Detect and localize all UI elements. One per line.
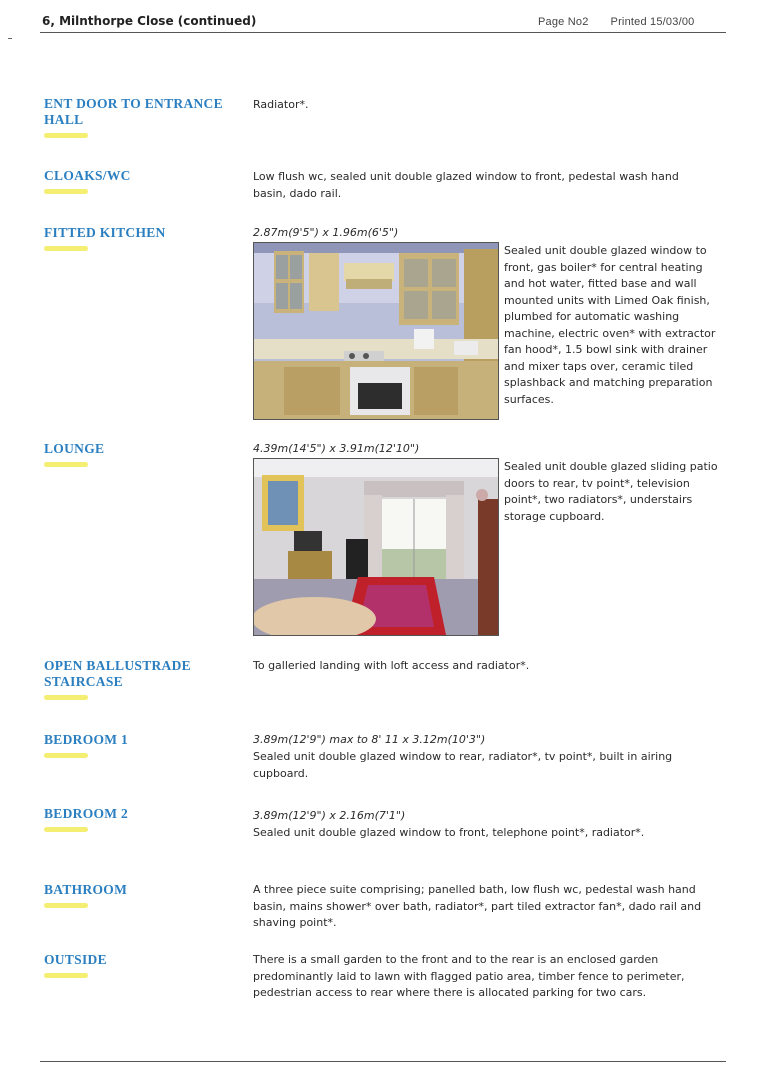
heading-lounge: LOUNGE: [44, 441, 244, 467]
text-entrance-hall: Radiator*.: [253, 98, 309, 111]
header-rule: [40, 32, 726, 33]
printed-date: Printed 15/03/00: [610, 16, 695, 28]
dims-kitchen: 2.87m(9'5") x 1.96m(6'5"): [253, 226, 399, 239]
dims-bedroom-1: 3.89m(12'9") max to 8' 11 x 3.12m(10'3"): [253, 733, 486, 746]
heading-staircase: OPEN BALLUSTRADE STAIRCASE: [44, 658, 244, 700]
page-number: Page No2: [538, 16, 589, 28]
text-bedroom-2: Sealed unit double glazed window to front, telephone point*, radiator*.: [253, 826, 645, 839]
text-cloaks: Low flush wc, sealed unit double glazed window to front, pedestal wash hand basin, dado rail.: [253, 170, 679, 200]
page-header-title: 6, Milnthorpe Close (continued): [42, 14, 257, 28]
heading-bedroom-2: BEDROOM 2: [44, 806, 244, 832]
dims-bedroom-2: 3.89m(12'9") x 2.16m(7'1"): [253, 809, 406, 822]
heading-kitchen: FITTED KITCHEN: [44, 225, 244, 251]
margin-mark: [8, 38, 12, 39]
footer-rule: [40, 1061, 726, 1062]
lounge-photo-image: [254, 459, 498, 635]
text-bathroom: A three piece suite comprising; panelled bath, low flush wc, pedestal wash hand basin, mains shower* over bath, radiator*, part tiled extractor fan*, dado rail and shaving point*.: [253, 883, 702, 929]
text-bedroom-1: Sealed unit double glazed window to rear, radiator*, tv point*, built in airing cupboard.: [253, 750, 673, 780]
kitchen-photo: [253, 242, 499, 420]
page-header-meta: [538, 16, 716, 28]
text-lounge: Sealed unit double glazed sliding patio doors to rear, tv point*, television point*, two radiators*, understairs storage cupboard.: [504, 460, 718, 523]
kitchen-photo-image: [254, 243, 498, 419]
heading-outside: OUTSIDE: [44, 952, 244, 978]
lounge-photo: [253, 458, 499, 636]
heading-cloaks: CLOAKS/WC: [44, 168, 244, 194]
dims-lounge: 4.39m(14'5") x 3.91m(12'10"): [253, 442, 420, 455]
heading-bedroom-1: BEDROOM 1: [44, 732, 244, 758]
text-outside: There is a small garden to the front and to the rear is an enclosed garden predominantly laid to lawn with flagged patio area, timber fence to perimeter, pedestrian access to rear where there is allocated parking for two cars.: [253, 953, 685, 999]
heading-entrance-hall: ENT DOOR TO ENTRANCE HALL: [44, 96, 244, 138]
heading-bathroom: BATHROOM: [44, 882, 244, 908]
text-staircase: To galleried landing with loft access and radiator*.: [253, 659, 530, 672]
text-kitchen: Sealed unit double glazed window to front, gas boiler* for central heating and hot water, fitted base and wall mounted units with Limed Oak finish, plumbed for automatic washing machine, electric oven* with extractor fan hood*, 1.5 bowl sink with drainer and mixer taps over, ceramic tiled splashback and matching preparation surfaces.: [504, 244, 716, 406]
